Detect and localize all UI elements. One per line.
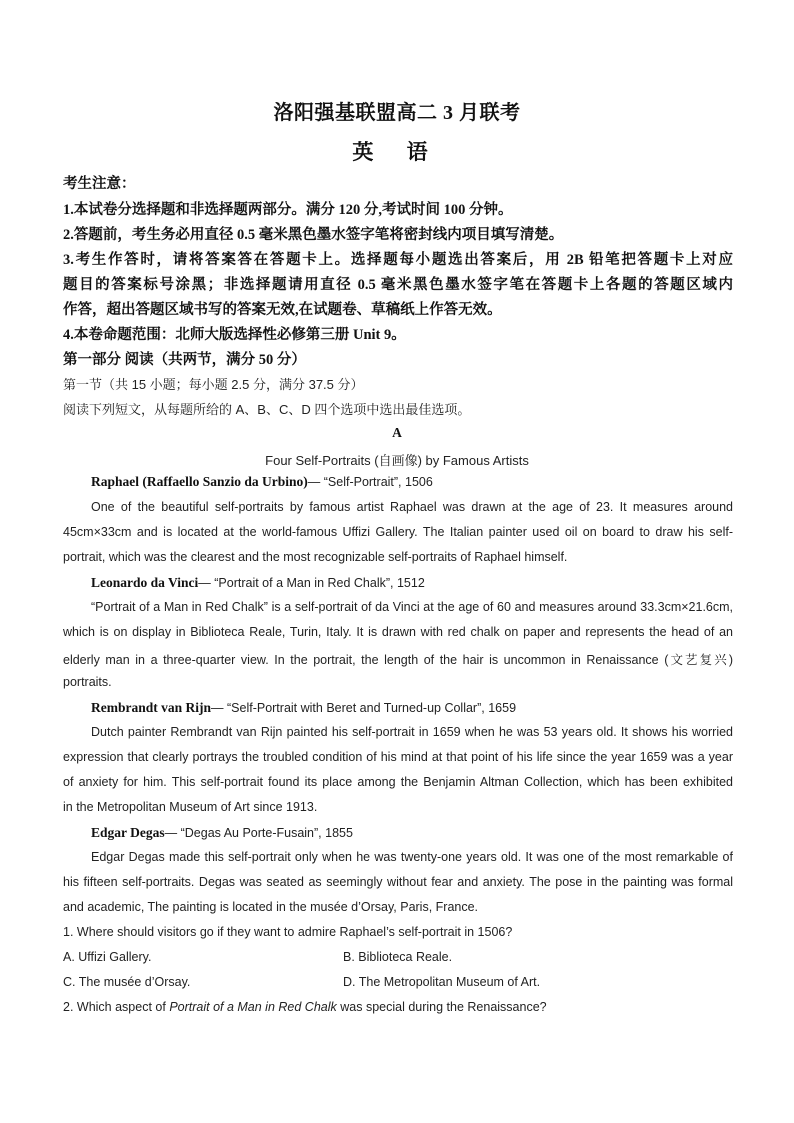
answer-option-c: C. The musée d’Orsay. — [63, 975, 191, 989]
paragraph-line: One of the beautiful self-portraits by famous artist Raphael was drawn at the age of 23. It measures around — [91, 500, 733, 514]
section-heading: 第一节（共 15 小题；每小题 2.5 分，满分 37.5 分） — [63, 377, 364, 392]
paragraph-line: Dutch painter Rembrandt van Rijn painted his self-portrait in 1659 when he was 53 years old. It shows his worried — [91, 725, 733, 739]
entry-heading — [91, 575, 733, 591]
paragraph-line: in the Metropolitan Museum of Art since 1913. — [63, 800, 318, 814]
paragraph-line: which is on display in Biblioteca Reale, Turin, Italy. It is drawn with red chalk on paper and represents the head of an — [63, 625, 733, 639]
passage-label: A — [392, 425, 402, 440]
paragraph-line: elderly man in a three-quarter view. In the portrait, the length of the hair is uncommon in Renaissance (文艺复兴) — [63, 653, 733, 667]
work-title: — “Portrait of a Man in Red Chalk”, 1512 — [198, 576, 425, 590]
paragraph-line: 45cm×33cm and is located at the world-famous Uffizi Gallery. The Italian painter used oil on board to draw his self- — [63, 525, 733, 539]
paragraph-line: portraits. — [63, 675, 112, 689]
answer-option-b: B. Biblioteca Reale. — [343, 950, 453, 964]
notice-item: 1.本试卷分选择题和非选择题两部分。满分 120 分,考试时间 100 分钟。 — [63, 202, 513, 218]
paragraph-line: and academic, The painting is located in the musée d’Orsay, Paris, France. — [63, 900, 479, 914]
notice-heading: 考生注意： — [63, 176, 136, 192]
paragraph-line: expression that clearly portrays the troubled condition of his mind at that point of his life since the year 1659 was a year — [63, 750, 733, 764]
part-heading: 第一部分 阅读（共两节，满分 50 分） — [63, 352, 306, 368]
subject-title: 英 语 — [352, 140, 442, 164]
entry-heading — [91, 700, 733, 716]
artist-name: Raphael (Raffaello Sanzio da Urbino) — [91, 474, 308, 489]
passage-title: Four Self-Portraits (自画像) by Famous Artists — [265, 453, 529, 468]
work-title: — “Degas Au Porte-Fusain”, 1855 — [164, 826, 353, 840]
paragraph-line: of anxiety for him. This self-portrait found its place among the Benjamin Altman Collection, which has been exhibited — [63, 775, 733, 789]
paragraph-line: Edgar Degas made this self-portrait only when he was twenty-one years old. It was one of the most remarkable of — [91, 850, 733, 864]
notice-item: 3.考生作答时，请将答案答在答题卡上。选择题每小题选出答案后，用 2B 铅笔把答题卡上对应 — [63, 252, 733, 268]
notice-item: 题目的答案标号涂黑；非选择题请用直径 0.5 毫米黑色墨水签字笔在答题卡上各题的答题区域内 — [63, 277, 733, 293]
question-stem — [63, 1000, 733, 1014]
exam-title: 洛阳强基联盟高二 3 月联考 — [273, 102, 521, 124]
notice-item: 2.答题前，考生务必用直径 0.5 毫米黑色墨水签字笔将密封线内项目填写清楚。 — [63, 227, 564, 243]
answer-option-d: D. The Metropolitan Museum of Art. — [343, 975, 541, 989]
notice-item: 4.本卷命题范围：北师大版选择性必修第三册 Unit 9。 — [63, 327, 406, 343]
notice-item: 作答，超出答题区域书写的答案无效,在试题卷、草稿纸上作答无效。 — [63, 302, 502, 318]
section-instruction: 阅读下列短文，从每题所给的 A、B、C、D 四个选项中选出最佳选项。 — [63, 402, 471, 417]
paragraph-line: “Portrait of a Man in Red Chalk” is a self-portrait of da Vinci at the age of 60 and measures around 33.3cm×21.6cm, — [91, 600, 733, 614]
paragraph-line: his fifteen self-portraits. Degas was seated as seemingly without fear and anxiety. The pose in the painting was formal — [63, 875, 733, 889]
artist-name: Rembrandt van Rijn — [91, 700, 212, 715]
answer-option-a: A. Uffizi Gallery. — [63, 950, 152, 964]
paragraph-line: portrait, which was the clearest and the most recognizable self-portraits of Raphael himself. — [63, 550, 568, 564]
question-stem-title: Portrait of a Man in Red Chalk — [169, 1000, 337, 1014]
artist-name: Leonardo da Vinci — [91, 575, 199, 590]
question-stem-prefix: 2. Which aspect of — [63, 1000, 170, 1014]
artist-name: Edgar Degas — [91, 825, 165, 840]
question-stem-suffix: was special during the Renaissance? — [336, 1000, 547, 1014]
question-stem: 1. Where should visitors go if they want to admire Raphael’s self-portrait in 1506? — [63, 925, 513, 939]
entry-heading — [91, 825, 733, 841]
work-title: — “Self-Portrait with Beret and Turned-up Collar”, 1659 — [211, 701, 517, 715]
work-title: — “Self-Portrait”, 1506 — [307, 475, 433, 489]
entry-heading — [91, 474, 733, 490]
